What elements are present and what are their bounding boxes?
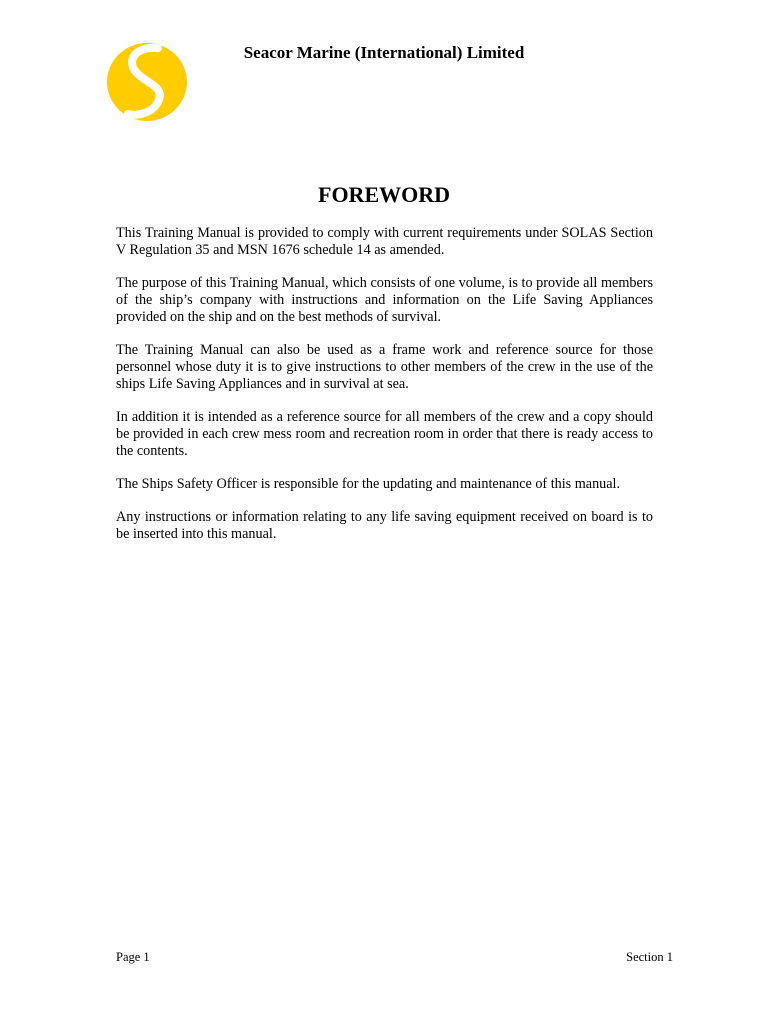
page-number: Page 1 — [116, 950, 150, 964]
section-number: Section 1 — [626, 950, 673, 964]
paragraph: In addition it is intended as a reference source for all members of the crew and a copy should be provided in each crew mess room and recreation room in order that there is ready access to the contents. — [116, 409, 653, 459]
paragraph: The Training Manual can also be used as a frame work and reference source for those personnel whose duty it is to give instructions to other members of the crew in the use of the ships Life Saving Appliances and in survival at sea. — [116, 342, 653, 392]
paragraph: The purpose of this Training Manual, which consists of one volume, is to provide all members of the ship’s company with instructions and information on the Life Saving Appliances provided on the ship and on the best methods of survival. — [116, 275, 653, 325]
paragraph: This Training Manual is provided to comply with current requirements under SOLAS Section V Regulation 35 and MSN 1676 schedule 14 as amended. — [116, 225, 653, 258]
page-title: FOREWORD — [318, 182, 450, 207]
body-text — [116, 225, 653, 559]
paragraph: Any instructions or information relating to any life saving equipment received on board is to be inserted into this manual. — [116, 509, 653, 542]
paragraph: The Ships Safety Officer is responsible for the updating and maintenance of this manual. — [116, 476, 621, 492]
company-name: Seacor Marine (International) Limited — [243, 43, 525, 62]
